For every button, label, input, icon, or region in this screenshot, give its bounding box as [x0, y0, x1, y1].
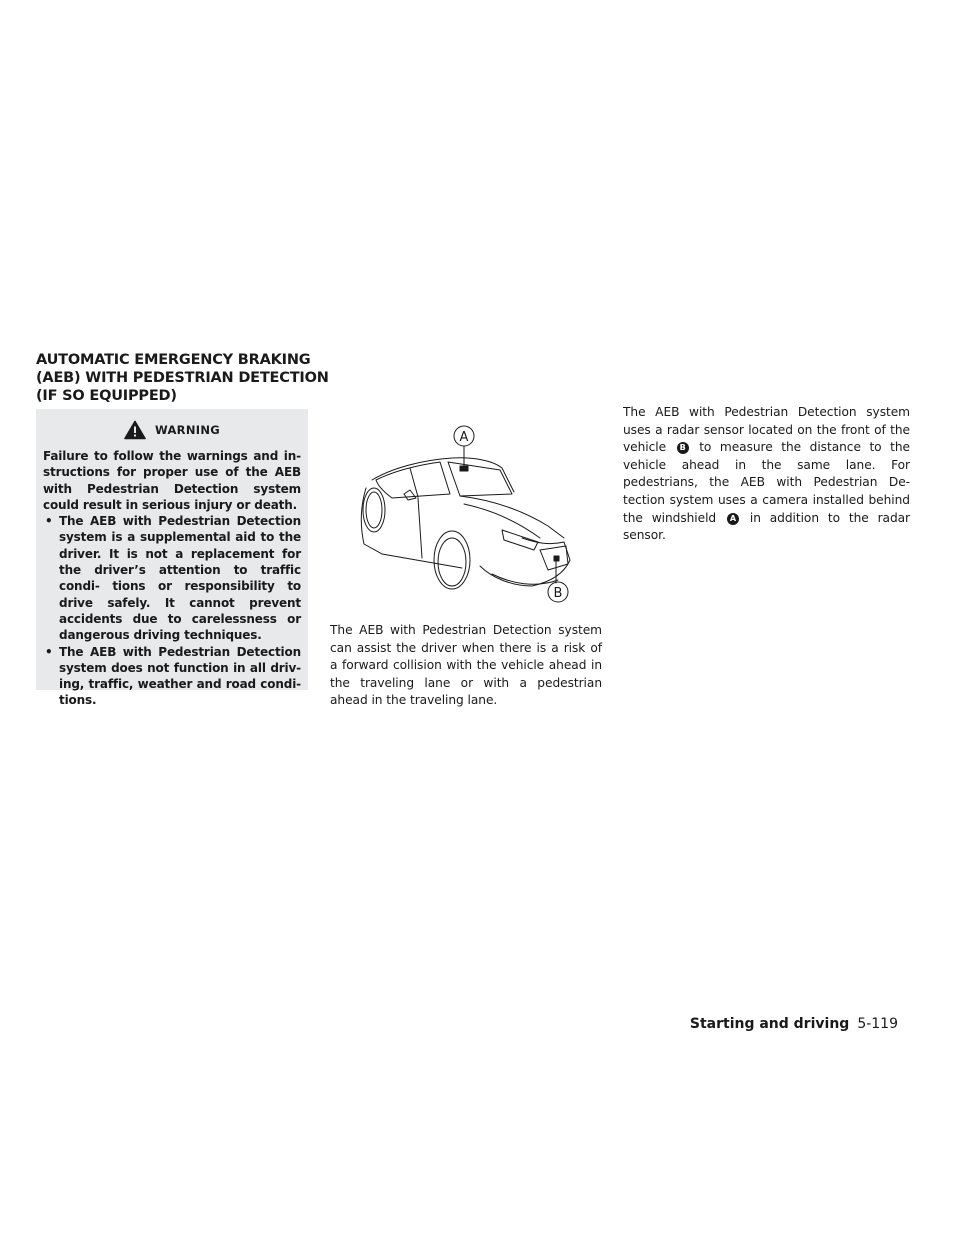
- page-footer: [690, 1016, 898, 1032]
- camera-sensor: [460, 466, 468, 471]
- warning-bullet: [43, 644, 301, 709]
- warning-list: [43, 513, 301, 709]
- lower-bumper: [492, 574, 558, 584]
- page-number: 5-119: [857, 1016, 898, 1032]
- car-sensor-diagram: [352, 418, 580, 604]
- callout-b-badge: B: [677, 442, 689, 454]
- callout-a-label: A: [459, 430, 469, 445]
- door-line: [418, 498, 422, 558]
- rear-wheel: [366, 492, 382, 528]
- car-hood: [460, 496, 564, 538]
- bullet-glyph: •: [45, 514, 53, 529]
- radar-sensor: [554, 556, 559, 561]
- heading-line: (IF SO EQUIPPED): [36, 388, 177, 404]
- heading-line: AUTOMATIC EMERGENCY BRAKING: [36, 352, 311, 368]
- front-wheel: [438, 538, 466, 586]
- paragraph-text: The AEB with Pedestrian Detection system uses a radar sensor located on the front of the vehicle: [623, 405, 910, 455]
- footer-section-title: Starting and driving: [689, 1016, 850, 1032]
- warning-bullet-text: The AEB with Pedestrian Detection system does not function in all driv- ing, traffic, weather and road condi- tions.: [59, 644, 301, 708]
- side-mirror: [404, 490, 416, 500]
- warning-header: [43, 419, 301, 441]
- warning-intro: Failure to follow the warnings and in- structions for proper use of the AEB with Pedestrian Detection system could result in serious injury or death.: [43, 449, 301, 512]
- callout-b-label: B: [553, 586, 563, 601]
- hood-crease: [464, 504, 540, 538]
- paragraph-text: in addition to the radar sensor.: [623, 510, 911, 543]
- front-wheel-arch: [434, 531, 470, 589]
- section-heading: [36, 351, 329, 405]
- paragraph-text: to measure the distance to the vehicle ahead in the same lane. For pedestrians, the AEB with Pedestrian De- tection system uses a camera installed behind the windshield: [623, 440, 910, 525]
- window-divider: [410, 468, 418, 497]
- callout-a-badge: A: [727, 513, 739, 525]
- warning-triangle-icon: [124, 420, 146, 440]
- heading-line: (AEB) WITH PEDESTRIAN DETECTION: [36, 370, 329, 386]
- warning-bullet: [43, 513, 301, 643]
- windshield-outline: [448, 462, 512, 496]
- warning-label: WARNING: [155, 423, 220, 437]
- warning-bullet-text: The AEB with Pedestrian Detection system is a supplemental aid to the driver. It is not a replacement for the driver’s attention to traffic condi- tions or responsibility to drive safely. It cannot prevent accidents due to carelessness or dangerous driving techniques.: [59, 514, 301, 643]
- paragraph-aeb-sensors: [623, 404, 910, 545]
- car-roof-line: [372, 458, 514, 492]
- bullet-glyph: •: [45, 644, 53, 659]
- paragraph-aeb-intro: The AEB with Pedestrian Detection system can assist the driver when there is a risk of a forward collision with the vehicle ahead in the traveling lane or with a pedestrian ahead in the traveling lane.: [330, 623, 602, 708]
- warning-box: [36, 409, 308, 708]
